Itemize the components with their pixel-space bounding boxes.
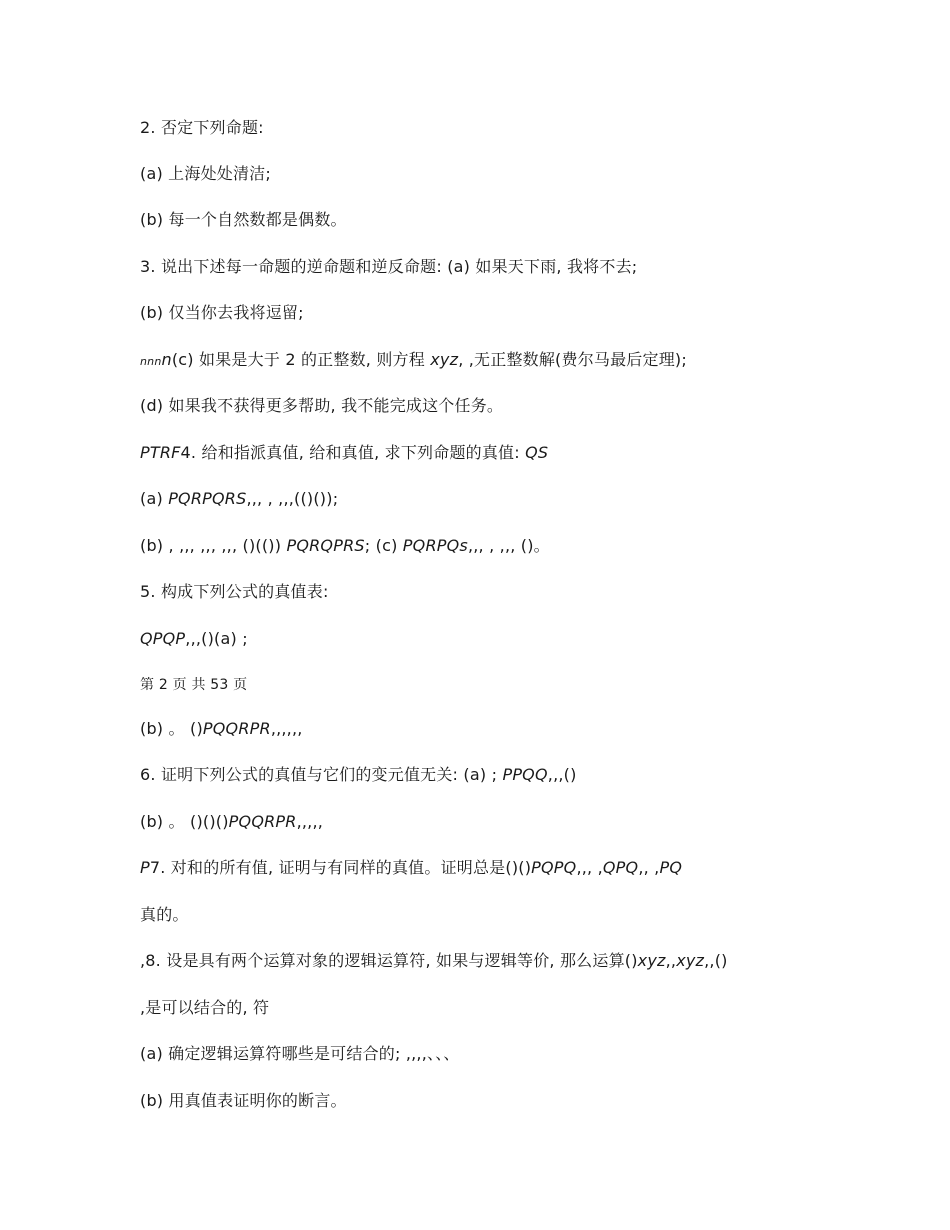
line-q7: P7. 对和的所有值, 证明与有同样的真值。证明总是()()PQPQ,,, ,QPQ,, ,PQ [140, 858, 683, 877]
line-q8-cont: ,是可以结合的, 符 [140, 998, 270, 1017]
line-q8b: (b) 用真值表证明你的断言。 [140, 1091, 347, 1110]
line-q5-heading: 5. 构成下列公式的真值表: [140, 582, 329, 601]
line-q6-heading: 6. 证明下列公式的真值与它们的变元值无关: (a) ; PPQQ,,,() [140, 765, 577, 784]
line-q8-heading: ,8. 设是具有两个运算对象的逻辑运算符, 如果与逻辑等价, 那么运算()xyz,,xyz,,() [140, 951, 728, 970]
line-q7-cont: 真的。 [140, 905, 189, 924]
line-q3c: nnnn(c) 如果是大于 2 的正整数, 则方程 xyz, ,无正整数解(费尔马最后定理); [140, 350, 687, 369]
line-q2a: (a) 上海处处清洁; [140, 164, 271, 183]
line-q3d: (d) 如果我不获得更多帮助, 我不能完成这个任务。 [140, 396, 504, 415]
line-q4-heading: PTRF4. 给和指派真值, 给和真值, 求下列命题的真值: QS [140, 443, 549, 462]
page-number: 第 2 页 共 53 页 [140, 677, 248, 693]
line-q8a: (a) 确定逻辑运算符哪些是可结合的; ,,,,、、、 [140, 1044, 460, 1063]
line-q4a: (a) PQRPQRS,,, , ,,,(()()); [140, 489, 339, 508]
line-q2b: (b) 每一个自然数都是偶数。 [140, 210, 347, 229]
line-q3b: (b) 仅当你去我将逗留; [140, 303, 304, 322]
line-q4b-c: (b) , ,,, ,,, ,,, ()(()) PQRQPRS; (c) PQRPQs,,, , ,,, ()。 [140, 536, 550, 555]
line-q6b: (b) 。 ()()()PQQRPR,,,,, [140, 812, 324, 831]
line-q5a: QPQP,,,()(a) ; [140, 629, 248, 648]
line-q3-heading: 3. 说出下述每一命题的逆命题和逆反命题: (a) 如果天下雨, 我将不去; [140, 257, 638, 276]
line-q2-heading: 2. 否定下列命题: [140, 118, 264, 137]
line-q5b: (b) 。 ()PQQRPR,,,,,, [140, 719, 303, 738]
